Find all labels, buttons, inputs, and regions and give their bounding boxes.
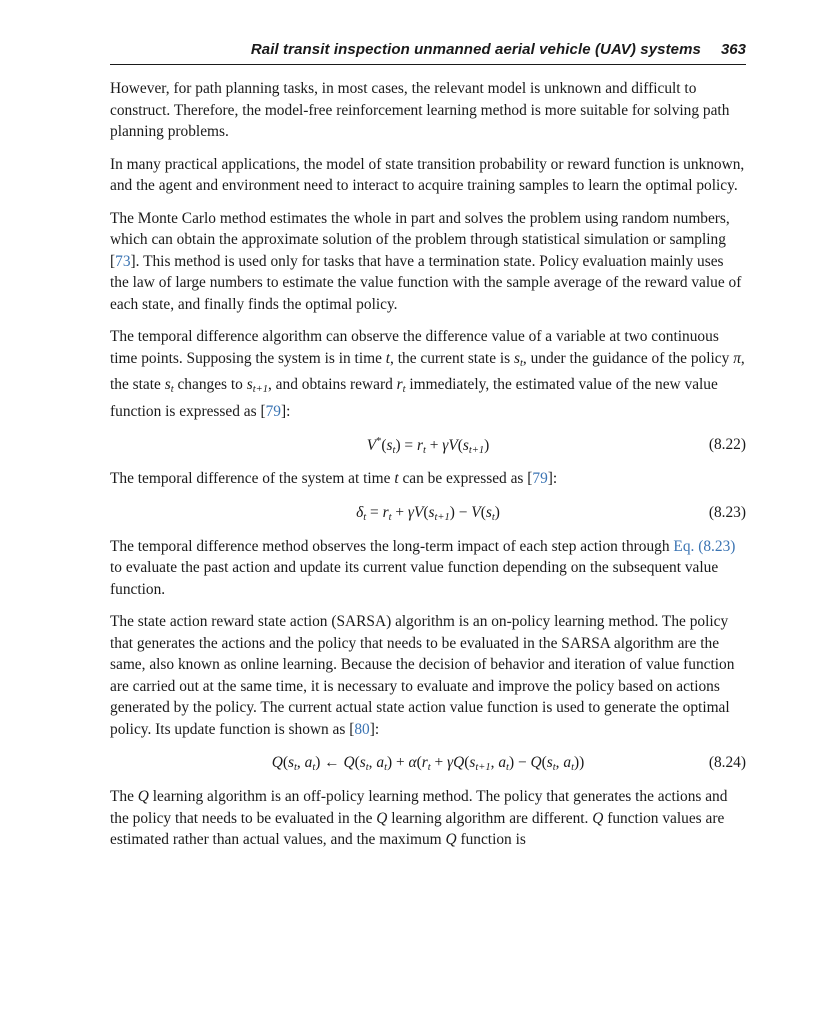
equation-number: (8.24) xyxy=(708,754,746,771)
equation-8-24 xyxy=(110,751,746,782)
citation-link-79[interactable]: 79 xyxy=(265,402,281,420)
equation-8-22-expression: $V^*(s_t) = r_t + \gamma V(s_{t+1})$ xyxy=(366,436,490,456)
page-number: 363 xyxy=(720,41,746,58)
equation-8-22 xyxy=(110,433,746,464)
equation-8-23-expression: $\delta_t = r_t + \gamma V(s_{t+1}) - V(s_t)$ xyxy=(356,503,500,523)
paragraph-temporal-difference: The temporal difference algorithm can observe the difference value of a variable at two continuous time points. Supposing the system is in time t, the current state is $s_t$, under the guidance of the policy π, the state $s_t$ changes to $s_{t+1}$, and obtains reward $r_t$ immediately, the estimated value of the new value function is expressed as [79]: xyxy=(110,328,745,420)
equation-8-23 xyxy=(110,501,746,532)
body-text xyxy=(110,78,746,862)
page-header xyxy=(110,38,746,65)
citation-link-73[interactable]: 73 xyxy=(115,252,131,270)
paragraph-temporal-difference-time: The temporal difference of the system at time t can be expressed as [79]: xyxy=(110,470,558,487)
citation-link-79[interactable]: 79 xyxy=(532,470,548,487)
citation-link-80[interactable]: 80 xyxy=(354,720,370,738)
paragraph-monte-carlo: The Monte Carlo method estimates the whole in part and solves the problem using random numbers, which can obtain the approximate solution of the problem through statistical simulation or sampling [73]. This method is used only for tasks that have a termination state. Policy evaluation mainly uses the law of large numbers to estimate the value function with the sample average of the reward value of each state, and finally finds the optimal policy. xyxy=(110,209,742,313)
paragraph-practical-applications: In many practical applications, the model of state transition probability or reward function is unknown, and the agent and environment need to interact to acquire training samples to learn the optimal policy. xyxy=(110,155,745,194)
paragraph-q-learning: The Q learning algorithm is an off-policy learning method. The policy that generates the actions and the policy that needs to be evaluated in the Q learning algorithm are different. Q function values are estimated rather than actual values, and the maximum Q function is xyxy=(110,788,728,848)
equation-reference-link[interactable]: Eq. (8.23) xyxy=(673,537,736,555)
paragraph-model-free: However, for path planning tasks, in most cases, the relevant model is unknown and difficult to construct. Therefore, the model-free reinforcement learning method is more suitable for solving path planning problems. xyxy=(110,80,730,140)
paragraph-temporal-difference-method: The temporal difference method observes the long-term impact of each step action through Eq. (8.23) to evaluate the past action and update its current value function depending on the subsequent value function. xyxy=(110,537,736,598)
equation-number: (8.23) xyxy=(708,503,746,521)
running-title: Rail transit inspection unmanned aerial vehicle (UAV) systems xyxy=(250,41,701,58)
equation-number: (8.22) xyxy=(708,436,746,453)
equation-8-24-expression: $Q(s_t$, $a_t$) ← $Q(s_t$, $a_t) + \alpha(r_t + \gamma Q(s_{t+1}$, $a_t) - Q(s_t$, $a_t$)) xyxy=(271,754,585,773)
paragraph-sarsa: The state action reward state action (SARSA) algorithm is an on-policy learning method. The policy that generates the actions and the policy that needs to be evaluated in the SARSA algorithm are the same, also known as online learning. Because the decision of behavior and iteration of value function are carried out at the same time, it is necessary to evaluate and improve the policy based on actions generated by the policy. The current actual state action value function is used to generate the optimal policy. Its update function is shown as [80]: xyxy=(110,613,735,738)
